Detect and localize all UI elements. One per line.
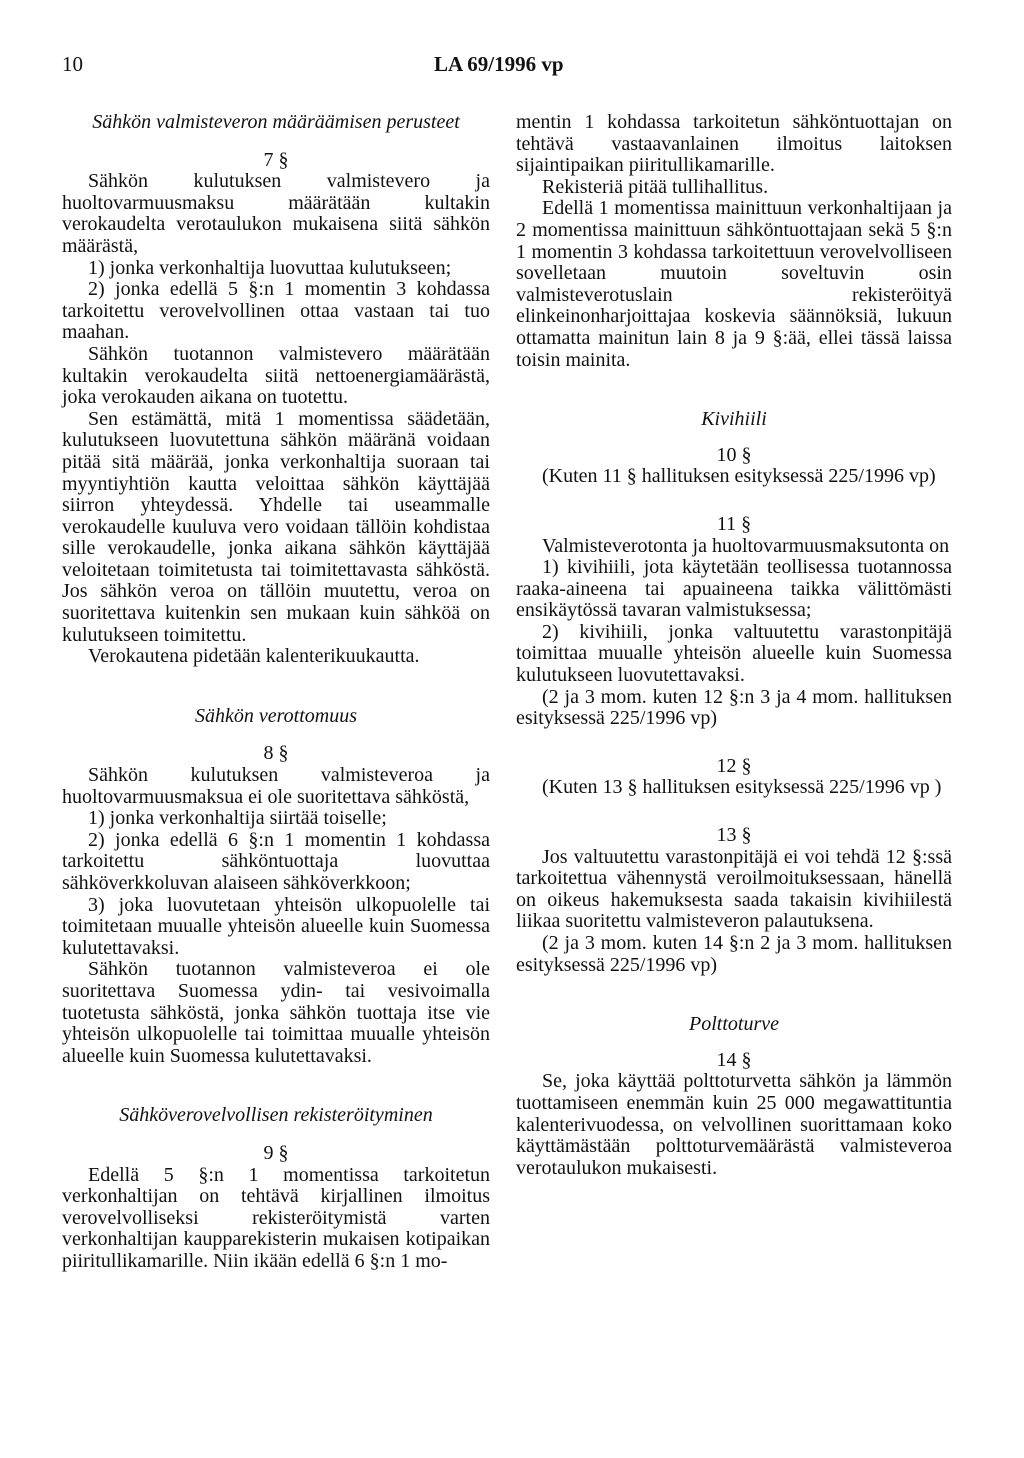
paragraph: 2) jonka edellä 6 §:n 1 momentin 1 kohdassa tarkoitettu sähköntuottaja luovuttaa sähköverkkoluvan alaiseen sähköverkkoon;: [62, 828, 490, 894]
paragraph: Sen estämättä, mitä 1 momentissa säädetään, kulutukseen luovutettuna sähkön määränä voidaan pitää sitä määrää, jonka verkonhaltija suoraan tai myyntiyhtiön kautta veloittaa sähkön käyttäjää siirron yhteydessä. Yhdelle tai useammalle verokaudelle kuuluva vero voidaan tällöin kohdistaa sille verokaudelle, jonka aikana sähkön käyttäjää veloitetaan toimitetusta tai toimitettavasta sähköstä. Jos sähkön veroa on tällöin muutettu, veroa on suoritettava kuitenkin sen mukaan kuin sähköä on kulutukseen toimitettu.: [62, 407, 490, 646]
paragraph: Sähkön tuotannon valmisteveroa ei ole suoritettava Suomessa ydin- tai vesivoimalla tuotetusta sähköstä, jonka sähkön tuottaja itse vie yhteisön ulkopuolelle tai toimittaa muualle yhteisön alueelle kuin Suomessa kulutettavaksi.: [62, 958, 490, 1067]
paragraph: (2 ja 3 mom. kuten 12 §:n 3 ja 4 mom. hallituksen esityksessä 225/1996 vp): [516, 685, 952, 730]
paragraph: (Kuten 13 § hallituksen esityksessä 225/1996 vp ): [542, 776, 942, 799]
section-number: 9 §: [263, 1141, 289, 1164]
section-number: 7 §: [263, 148, 289, 171]
section-number: 14 §: [716, 1048, 752, 1071]
paragraph: Se, joka käyttää polttoturvetta sähkön ja lämmön tuottamiseen enemmän kuin 25 000 megawattituntia kalenterivuodessa, on velvollinen suorittamaan koko käyttämästään polttoturvemäärästä valmisteveroa verotaulukon mukaisesti.: [516, 1070, 952, 1179]
paragraph: (2 ja 3 mom. kuten 14 §:n 2 ja 3 mom. hallituksen esityksessä 225/1996 vp): [516, 932, 952, 976]
paragraph-continued: mentin 1 kohdassa tarkoitetun sähköntuottajan on tehtävä vastaavanlainen ilmoitus laitoksen sijaintipaikan piiritullikamarille.: [516, 111, 952, 177]
paragraph: Edellä 5 §:n 1 momentissa tarkoitetun verkonhaltijan on tehtävä kirjallinen ilmoitus verovelvolliseksi rekisteröitymistä varten verkonhaltijan kaupparekisterin mukaisen kotipaikan piiritullikamarille. Niin ikään edellä 6 §:n 1 mo-: [62, 1163, 490, 1272]
page-number: 10: [62, 52, 83, 76]
section-number: 8 §: [263, 742, 289, 765]
paragraph: 1) jonka verkonhaltija siirtää toiselle;: [88, 807, 387, 830]
document-id: LA 69/1996 vp: [434, 52, 564, 76]
section-number: 12 §: [716, 754, 752, 777]
paragraph: 2) jonka edellä 5 §:n 1 momentin 3 kohdassa tarkoitettu verovelvollinen ottaa vastaan tai tuo maahan.: [62, 278, 490, 344]
paragraph: 2) kivihiili, jonka valtuutettu varastonpitäjä toimittaa muualle yhteisön alueelle kuin Suomessa kulutukseen luovutettavaksi.: [516, 620, 952, 687]
section-heading: Sähkön verottomuus: [194, 704, 357, 727]
section-heading: Sähkön valmisteveron määräämisen perusteet: [92, 111, 460, 133]
paragraph: (Kuten 11 § hallituksen esityksessä 225/1996 vp): [542, 465, 936, 488]
paragraph: 1) jonka verkonhaltija luovuttaa kulutukseen;: [88, 256, 452, 279]
section-number: 11 §: [716, 512, 752, 535]
right-column: [516, 112, 952, 1179]
paragraph: Sähkön kulutuksen valmisteveroa ja huoltovarmuusmaksua ei ole suoritettava sähköstä,: [62, 764, 490, 808]
left-column: [62, 112, 490, 1273]
section-heading: Kivihiili: [701, 408, 767, 431]
paragraph: Rekisteriä pitää tullihallitus.: [542, 175, 769, 198]
section-number: 13 §: [716, 824, 752, 847]
section-heading: Polttoturve: [689, 1013, 779, 1036]
paragraph: 1) kivihiili, jota käytetään teollisessa tuotannossa raaka-aineena tai apuaineena taikka välittömästi ensikäytössä tavaran valmistuksessa;: [516, 556, 952, 622]
paragraph: Edellä 1 momentissa mainittuun verkonhaltijaan ja 2 momentissa mainittuun sähköntuottajaan sekä 5 §:n 1 momentin 3 kohdassa tarkoitettuun verovelvolliseen sovelletaan muutoin soveltuvin osin valmisteverotuslain rekisteröityä elinkeinonharjoittajaa koskevia säännöksiä, lukuun ottamatta mainitun lain 8 ja 9 §:ää, ellei tässä laissa toisin mainita.: [516, 197, 952, 371]
section-number: 10 §: [716, 443, 752, 466]
paragraph: 3) joka luovutetaan yhteisön ulkopuolelle tai toimitetaan muualle yhteisön alueelle kuin Suomessa kulutettavaksi.: [62, 893, 490, 959]
paragraph: Sähkön kulutuksen valmistevero ja huoltovarmuusmaksu määrätään kultakin verokaudelta verotaulukon mukaisena siitä sähkön määrästä,: [62, 170, 490, 257]
section-heading: Sähköverovelvollisen rekisteröityminen: [119, 1104, 433, 1127]
paragraph: Sähkön tuotannon valmistevero määrätään kultakin verokaudelta siitä nettoenergiamäärästä, joka verokauden aikana on tuotettu.: [62, 342, 490, 409]
paragraph: Jos valtuutettu varastonpitäjä ei voi tehdä 12 §:ssä tarkoitettua vähennystä veroilmoituksessaan, hänellä on oikeus hakemuksesta saada takaisin kivihiilestä liikaa suoritettu valmisteveron palautuksena.: [516, 845, 952, 933]
paragraph: Valmisteverotonta ja huoltovarmuusmaksutonta on: [542, 534, 950, 557]
paragraph: Verokautena pidetään kalenterikuukautta.: [88, 645, 420, 668]
page-header: [62, 52, 962, 86]
